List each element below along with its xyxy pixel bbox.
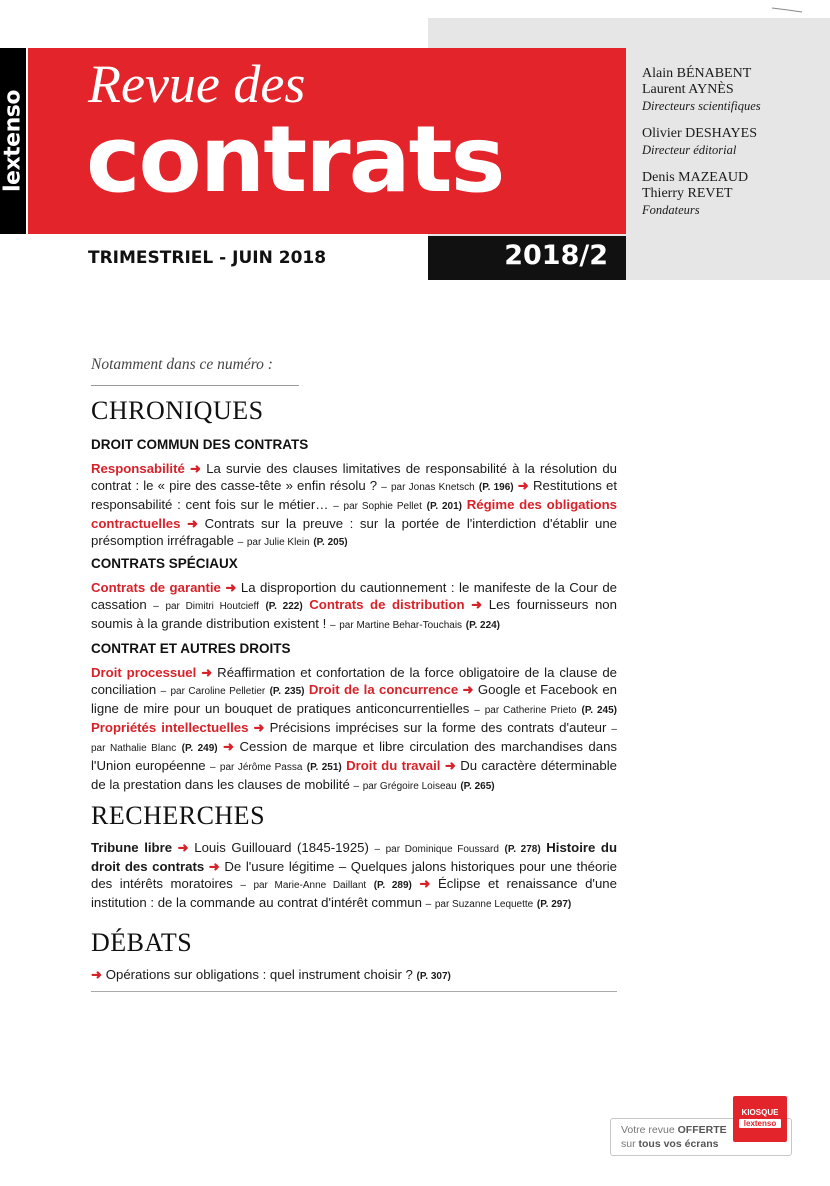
arrow-icon: ➜ [189, 461, 202, 476]
topic-keyword: Tribune libre [91, 840, 173, 855]
dash: – [381, 482, 387, 493]
toc-entry-droit-commun [91, 460, 617, 551]
article-title: Réaffirmation et confortation de la force obligatoire de la clause de conciliation [91, 665, 617, 697]
topic-keyword: Histoire du droit des contrats [91, 840, 618, 874]
dash: – [353, 781, 360, 792]
author: par Dimitri Houtcieff [165, 601, 259, 612]
board-role: Fondateurs [642, 203, 700, 217]
arrow-icon: ➜ [253, 720, 265, 735]
dash: – [160, 686, 167, 697]
section-title-recherches: RECHERCHES [91, 801, 266, 830]
subsection-contrats-speciaux: CONTRATS SPÉCIAUX [91, 556, 238, 571]
author: par Marie-Anne Daillant [253, 880, 367, 891]
topic-keyword: Contrats de distribution [309, 597, 465, 612]
topic-keyword: Droit du travail [346, 758, 441, 773]
kiosque-logo[interactable] [733, 1096, 787, 1142]
board-role: Directeurs scientifiques [642, 99, 761, 113]
topic-keyword: Responsabilité [91, 461, 185, 476]
article-title: De l'usure légitime – Quelques jalons historiques pour une théorie des intérêts moratoires [91, 859, 617, 891]
page-ref: (P. 196) [478, 482, 514, 493]
page-ref: (P. 297) [536, 899, 572, 910]
topic-keyword: Droit processuel [91, 665, 197, 680]
board-group-editorial [642, 126, 822, 158]
dash: – [333, 501, 339, 512]
board-name: Alain BÉNABENT [642, 66, 752, 81]
board-group-scientific [642, 66, 822, 114]
kiosque-label: KIOSQUE [741, 1108, 779, 1117]
issue-number: 2018/2 [504, 240, 608, 271]
section-title-chroniques: CHRONIQUES [91, 396, 264, 425]
article-title: Du caractère déterminable de la prestation dans les clauses de mobilité [91, 758, 617, 792]
article-title: Opérations sur obligations : quel instrument choisir ? [105, 967, 413, 982]
author: par Sophie Pellet [343, 501, 422, 512]
author: par Julie Klein [246, 537, 310, 548]
author: par Grégoire Loiseau [362, 781, 457, 792]
board-role: Directeur éditorial [642, 143, 737, 157]
page-ref: (P. 278) [504, 844, 541, 855]
page-ref: (P. 224) [465, 620, 501, 631]
page-ref: (P. 251) [306, 762, 342, 773]
divider [91, 991, 617, 992]
board-name: Thierry REVET [642, 186, 733, 201]
publisher-logo: lextenso [0, 48, 26, 234]
dash: – [425, 899, 432, 910]
author: par Jérôme Passa [219, 762, 303, 773]
page-ref: (P. 249) [181, 743, 218, 754]
article-title: Cession de marque et libre circulation des marchandises dans l'Union européenne [91, 739, 617, 773]
article-title: Louis Guillouard (1845-1925) [194, 840, 369, 855]
arrow-icon: ➜ [225, 580, 237, 595]
dash: – [611, 724, 617, 735]
dash: – [210, 762, 216, 773]
page-ref: (P. 265) [460, 781, 495, 792]
article-title: Les fournisseurs non soumis à la grande distribution existent ! [91, 597, 617, 631]
author: par Jonas Knetsch [390, 482, 475, 493]
topic-keyword: Régime des obligations contractuelles [91, 497, 617, 531]
article-title: La disproportion du cautionnement : le manifeste de la Cour de cassation [91, 580, 617, 612]
arrow-icon: ➜ [462, 682, 474, 697]
board-group-founders [642, 170, 822, 218]
toc-entry-debats [91, 966, 617, 985]
periodicity-label: TRIMESTRIEL - JUIN 2018 [88, 248, 327, 268]
arrow-icon: ➜ [223, 739, 235, 754]
promo-line: sur tous vos écrans [621, 1138, 719, 1150]
topic-keyword: Droit de la concurrence [308, 682, 459, 697]
divider [91, 385, 299, 386]
author: par Catherine Prieto [484, 705, 577, 716]
dash: – [374, 844, 381, 855]
kiosque-brand: lextenso [739, 1119, 781, 1128]
page-ref: (P. 289) [373, 880, 412, 891]
article-title: Éclipse et renaissance d'une institution : de la commande au contrat d'intérêt commun [91, 876, 617, 910]
dash: – [153, 601, 159, 612]
subsection-contrat-autres-droits: CONTRAT ET AUTRES DROITS [91, 641, 291, 656]
staple-mark [770, 6, 804, 14]
article-title: Google et Facebook en ligne de mire pour un bouquet de pratiques anticoncurrentielles [91, 682, 618, 716]
journal-title-line1: Revue des [88, 54, 306, 114]
dash: – [237, 537, 244, 548]
topic-keyword: Contrats de garantie [91, 580, 221, 595]
page-ref: (P. 205) [313, 537, 348, 548]
arrow-icon: ➜ [208, 859, 220, 874]
article-title: Contrats sur la preuve : sur la portée de l'interdiction d'établir une présomption irréfragable [91, 516, 617, 548]
editorial-board [642, 66, 822, 230]
article-title: La survie des clauses limitatives de responsabilité à la résolution du contrat : le « pire des casse-tête » enfin résolu ? [91, 461, 618, 493]
author: par Caroline Pelletier [170, 686, 266, 697]
toc-entry-recherches [91, 839, 617, 913]
intro-heading: Notamment dans ce numéro : [91, 356, 273, 373]
arrow-icon: ➜ [91, 967, 103, 982]
arrow-icon: ➜ [187, 516, 199, 531]
toc-entry-contrat-autres-droits [91, 664, 617, 795]
arrow-icon: ➜ [471, 597, 483, 612]
page-ref: (P. 307) [416, 971, 451, 982]
author: par Suzanne Lequette [434, 899, 534, 910]
author: par Nathalie Blanc [91, 743, 177, 754]
journal-title-line2: contrats [86, 106, 504, 213]
toc-entry-contrats-speciaux [91, 579, 617, 634]
page-ref: (P. 245) [581, 705, 617, 716]
section-title-debats: DÉBATS [91, 928, 193, 957]
board-name: Denis MAZEAUD [642, 170, 749, 185]
promo-line: Votre revue OFFERTE [621, 1124, 727, 1136]
subsection-droit-commun: DROIT COMMUN DES CONTRATS [91, 437, 309, 452]
dash: – [240, 880, 246, 891]
arrow-icon: ➜ [444, 758, 456, 773]
arrow-icon: ➜ [177, 840, 189, 855]
board-name: Laurent AYNÈS [642, 82, 734, 97]
issue-box [428, 236, 626, 280]
dash: – [474, 705, 480, 716]
author: par Martine Behar-Touchais [339, 620, 463, 631]
page-ref: (P. 222) [265, 601, 303, 612]
board-name: Olivier DESHAYES [642, 126, 757, 141]
topic-keyword: Propriétés intellectuelles [91, 720, 249, 735]
article-title: Précisions imprécises sur la forme des contrats d'auteur [269, 720, 607, 735]
page-ref: (P. 235) [269, 686, 305, 697]
article-title: Restitutions et responsabilité : cent fois sur le métier… [91, 478, 618, 512]
page-ref: (P. 201) [426, 501, 462, 512]
arrow-icon: ➜ [517, 478, 529, 493]
arrow-icon: ➜ [201, 665, 213, 680]
dash: – [329, 620, 336, 631]
arrow-icon: ➜ [419, 876, 431, 891]
author: par Dominique Foussard [385, 844, 499, 855]
